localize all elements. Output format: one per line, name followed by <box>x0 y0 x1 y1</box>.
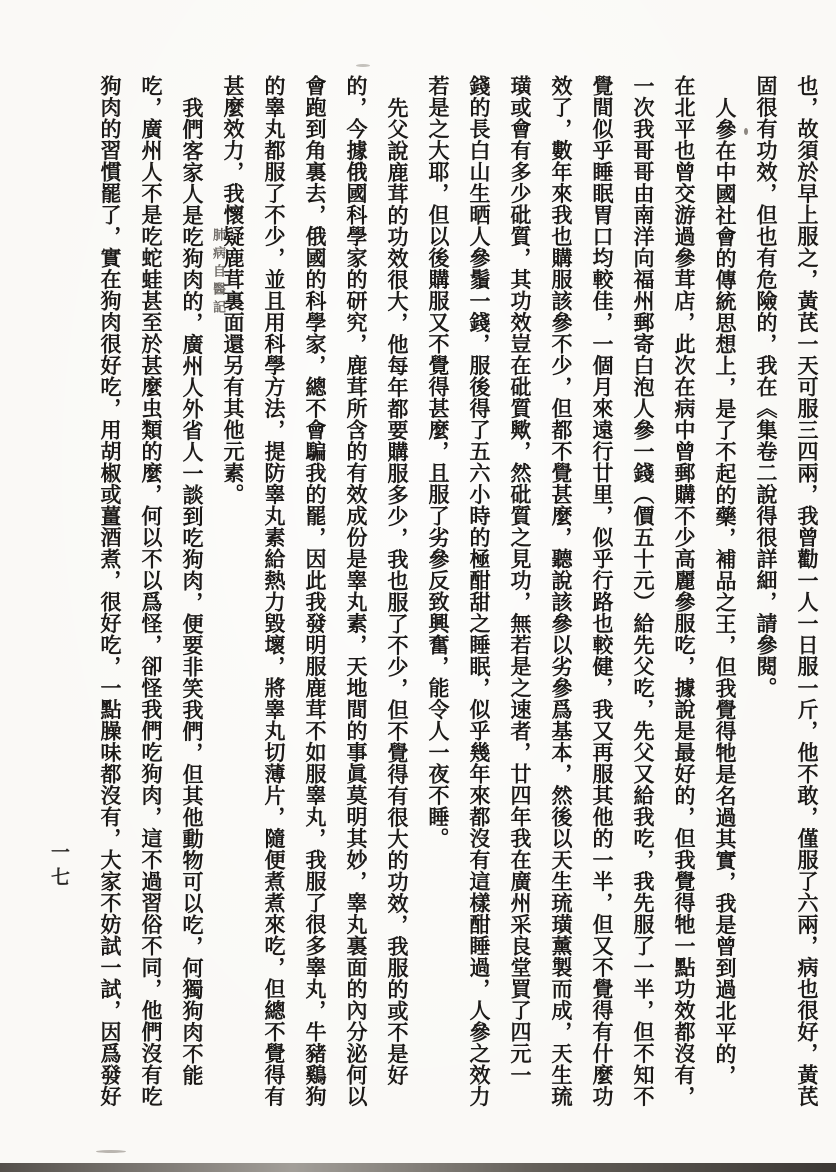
text-column-11: 先父說鹿茸的功效很大，他每年都要購服多少，我也服了不少，但不覺得有很大的功效，我服的或不是好 <box>385 97 410 1086</box>
text-column-10: 若是之大耶，但以後購服又不覺得甚麼，且服了劣參反致興奮，能令人一夜不睡。 <box>426 75 451 849</box>
scan-noise <box>744 128 748 135</box>
text-column-3: 人參在中國社會的傳統思想上，是了不起的藥，補品之王，但我覺得牠是名過其實，我是曾到過北平的， <box>713 97 738 1086</box>
text-column-7: 效了，數年來我也購服該參不少，但都不覺甚麼，聽說該參以劣參爲基本，然後以天生琉璜薰製而成，天生琉 <box>549 75 574 1107</box>
text-column-2: 固很有功效，但也有危險的，我在《集卷二說得很詳細，請參閱。 <box>754 75 779 699</box>
text-column-18: 狗肉的習慣罷了，實在狗肉很好吃，用胡椒或薑酒煮，很好吃，一點臊味都沒有，大家不妨試一試，因爲發好 <box>98 75 123 1107</box>
text-column-17: 吃，廣州人不是吃蛇蛙甚至於甚麼虫類的麼，何以不以爲怪，卻怪我們吃狗肉，這不過習俗不同，他們沒有吃 <box>139 75 164 1107</box>
running-title: 肺病自醫記 <box>210 228 225 318</box>
page-number: 一七 <box>48 842 70 892</box>
scan-noise <box>356 64 370 67</box>
text-column-5: 一次我哥哥由南洋向福州郵寄白泡人參一錢（價五十元）給先父吃，先父又給我吃，我先服了一半，但不知不 <box>631 75 656 1107</box>
text-column-15: 甚麼效力，我懷疑鹿茸裏面還另有其他元素。 <box>221 75 246 505</box>
text-column-1: 也，故須於早上服之，黃芪一天可服三四兩，我曾勸一人一日服一斤，他不敢，僅服了六兩，病也很好，黃芪 <box>795 75 820 1107</box>
text-column-12: 的，今據俄國科學家的研究，鹿茸所含的有效成份是睾丸素，天地間的事眞莫明其妙，睾丸裏面的內分泌何以 <box>344 75 369 1107</box>
text-column-14: 的睾丸都服了不少，並且用科學方法，提防睾丸素給熱力毀壞，將睾丸切薄片，隨便煮煮來吃，但總不覺得有 <box>262 75 287 1107</box>
text-column-9: 錢的長白山生晒人參鬚一錢，服後得了五六小時的極酣甜之睡眠，似乎幾年來都沒有這樣酣睡過，人參之效力 <box>467 75 492 1107</box>
text-column-16: 我們客家人是吃狗肉的，廣州人外省人一談到吃狗肉，便要非笑我們，但其他動物可以吃，何獨狗肉不能 <box>180 97 205 1086</box>
text-column-6: 覺間似乎睡眠胃口均較佳，一個月來遠行廿里，似乎行路也較健，我又再服其他的一半，但又不覺得有什麼功 <box>590 75 615 1107</box>
text-column-4: 在北平也曾交游過參茸店，此次在病中曾郵購不少高麗參服吃，據說是最好的，但我覺得牠一點功效都沒有， <box>672 75 697 1107</box>
scan-artifact-bottom <box>0 1163 836 1172</box>
text-column-13: 會跑到角裏去，俄國的科學家，總不會騙我的罷，因此我發明服鹿茸不如服睾丸，我服了很多睾丸，牛豬鷄狗 <box>303 75 328 1107</box>
text-column-8: 璜或會有多少砒質，其功效豈在砒質歟，然砒質之見功，無若是之速者，廿四年我在廣州采良堂買了四元一 <box>508 75 533 1086</box>
scan-noise <box>96 1150 126 1153</box>
